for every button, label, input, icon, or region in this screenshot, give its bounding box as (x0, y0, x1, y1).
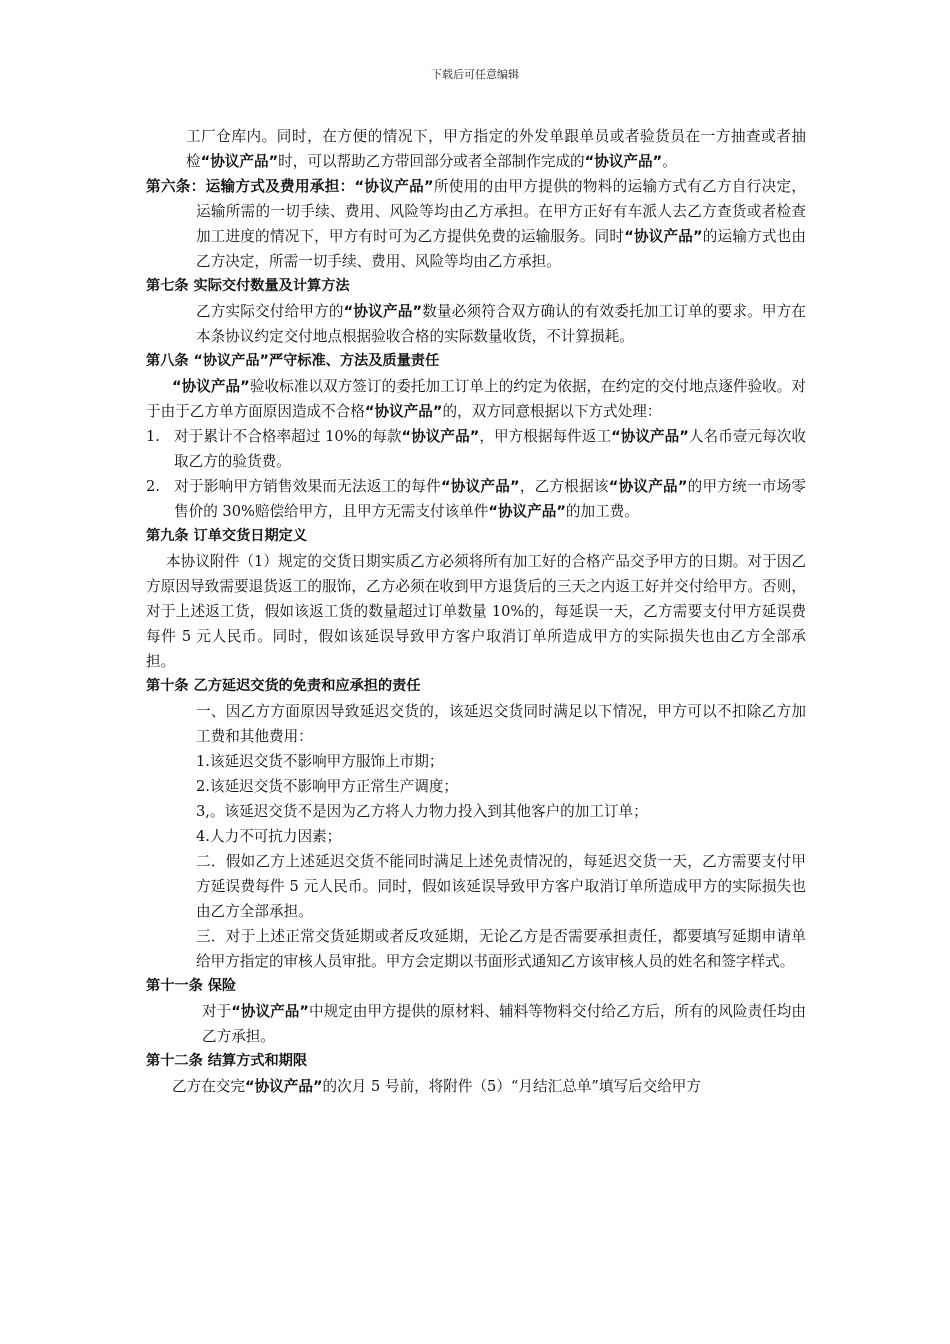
article-10-title: 第十条 乙方延迟交货的免责和应承担的责任 (146, 678, 421, 694)
article-11-title: 第十一条 保险 (146, 978, 237, 994)
article-9-body: 本协议附件（1）规定的交货日期实质乙方必须将所有加工好的合格产品交予甲方的日期。对于因乙方原因导致需要退货返工的服饰，乙方必须在收到甲方退货后的三天之内返工好并交付给甲方。否则，对于上述返工货，假如该返工货的数量超过订单数量 10%的，每延误一天，乙方需要支付甲方延误费每件 5 元人民币。同时，假如该延误导致甲方客户取消订单所造成甲方的实际损失也由乙方全部承担。 (146, 553, 806, 670)
article-7-title: 第七条 实际交付数量及计算方法 (146, 278, 350, 294)
page-header: 下载后可任意编辑 (431, 68, 519, 81)
article-9-title: 第九条 订单交货日期定义 (146, 528, 308, 544)
article-8-title: 第八条 “协议产品”严守标准、方法及质量责任 (146, 353, 440, 369)
article-7-body: 乙方实际交付给甲方的“协议产品”数量必须符合双方确认的有效委托加工订单的要求。甲方在本条协议约定交付地点根据验收合格的实际数量收货，不计算损耗。 (196, 303, 806, 345)
article-10-condition-3: 3,。该延迟交货不是因为乙方将人力物力投入到其他客户的加工订单； (196, 803, 648, 820)
article-8-body: “协议产品”验收标准以双方签订的委托加工订单上的约定为依据，在约定的交付地点逐件验收。对于由于乙方单方面原因造成不合格“协议产品”的，双方同意根据以下方式处理： (146, 378, 806, 420)
article-6: 第六条：运输方式及费用承担：“协议产品”所使用的由甲方提供的物料的运输方式有乙方自行决定，运输所需的一切手续、费用、风险等均由乙方承担。在甲方正好有车派人去乙方查货或者检查加工进度的情况下，甲方有时可为乙方提供免费的运输服务。同时“协议产品”的运输方式也由乙方决定，所需一切手续、费用、风险等均由乙方承担。 (146, 178, 806, 270)
article-8-item-1: 1. 对于累计不合格率超过 10%的每款“协议产品”，甲方根据每件返工“协议产品”人名币壹元每次收取乙方的验货费。 (146, 428, 806, 470)
article-6-title: 第六条：运输方式及费用承担： (146, 178, 355, 195)
article-12-body: 乙方在交完“协议产品”的次月 5 号前，将附件（5）“月结汇总单”填写后交给甲方 (172, 1078, 701, 1095)
article-10-section-1: 一、因乙方方面原因导致延迟交货的，该延迟交货同时满足以下情况，甲方可以不扣除乙方加工费和其他费用： (196, 703, 806, 745)
article-12-title: 第十二条 结算方式和期限 (146, 1053, 308, 1069)
article-10-condition-1: 1.该延迟交货不影响甲方服饰上市期； (196, 753, 444, 770)
paragraph-continuation: 工厂仓库内。同时，在方便的情况下，甲方指定的外发单跟单员或者验货员在一方抽查或者抽检“协议产品”时，可以帮助乙方带回部分或者全部制作完成的“协议产品”。 (186, 128, 806, 170)
article-11-body: 对于“协议产品”中规定由甲方提供的原材料、辅料等物料交付给乙方后，所有的风险责任均由乙方承担。 (202, 1003, 806, 1045)
article-10-section-2: 二．假如乙方上述延迟交货不能同时满足上述免责情况的，每延迟交货一天，乙方需要支付甲方延误费每件 5 元人民币。同时，假如该延误导致甲方客户取消订单所造成甲方的实际损失也由乙方全部承担。 (196, 853, 806, 920)
article-8-item-2: 2. 对于影响甲方销售效果而无法返工的每件“协议产品”，乙方根据该“协议产品”的甲方统一市场零售价的 30%赔偿给甲方，且甲方无需支付该单件“协议产品”的加工费。 (146, 478, 806, 520)
article-10-section-3: 三．对于上述正常交货延期或者反攻延期，无论乙方是否需要承担责任，都要填写延期申请单给甲方指定的审核人员审批。甲方会定期以书面形式通知乙方该审核人员的姓名和签字样式。 (196, 928, 806, 970)
document-body (146, 124, 806, 1099)
article-10-condition-4: 4.人力不可抗力因素； (196, 828, 342, 845)
article-10-condition-2: 2.该延迟交货不影响甲方正常生产调度； (196, 778, 459, 795)
